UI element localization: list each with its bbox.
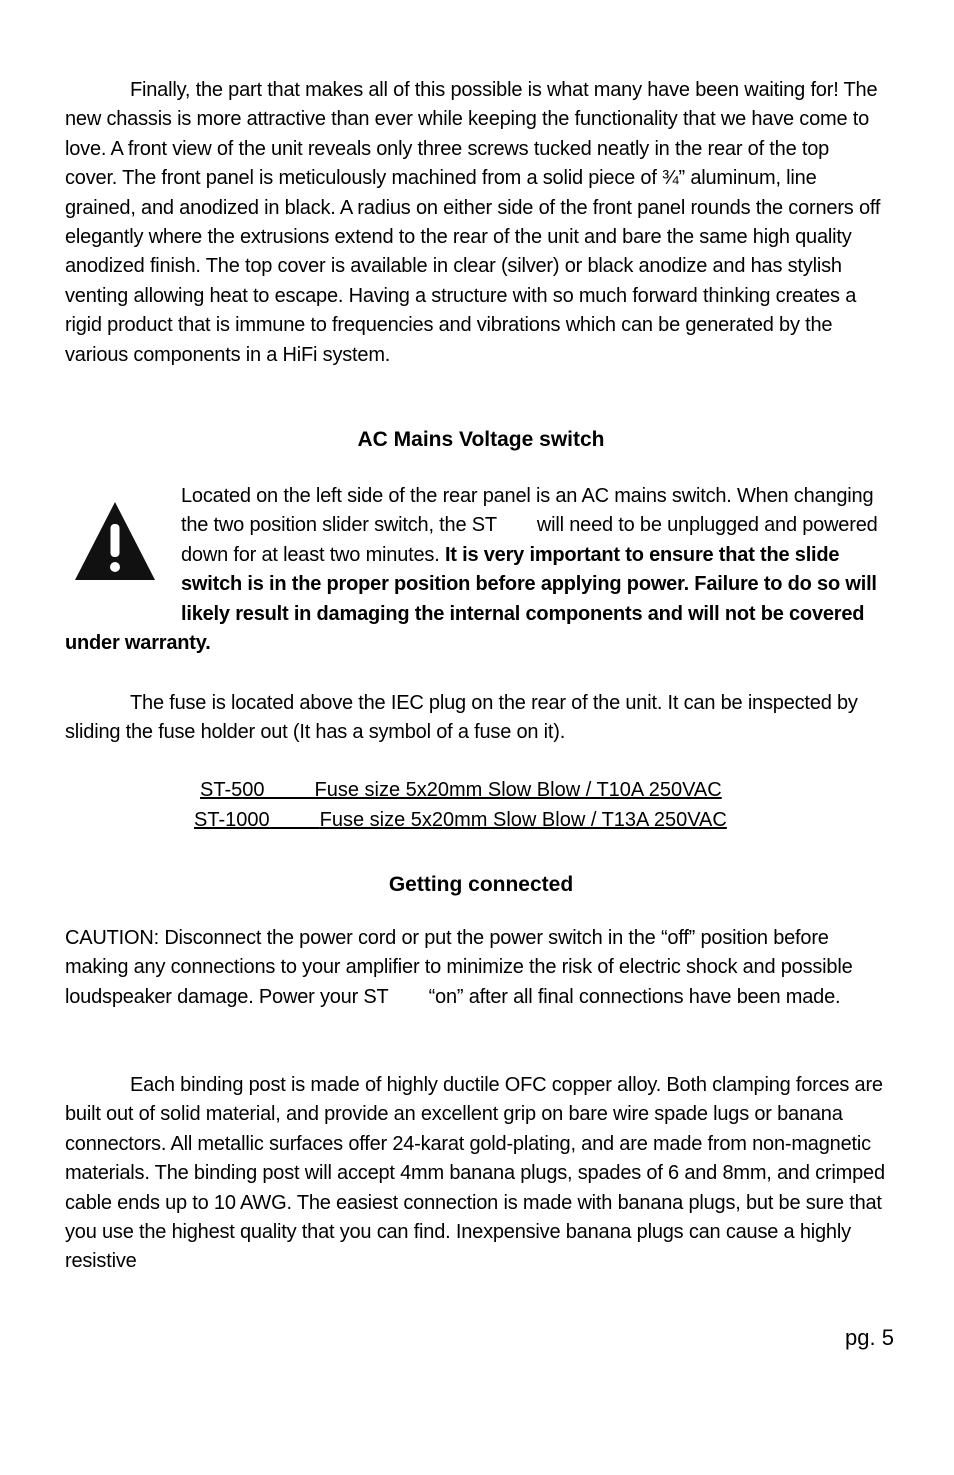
warning-triangle-icon — [65, 482, 181, 600]
caution-text-b: “on” after all final connections have been made. — [428, 985, 841, 1008]
section-heading-getting-connected: Getting connected — [388, 873, 574, 896]
warning-text-b: will need to be unplugged and powered down for at least two minutes. — [181, 514, 878, 566]
fuse-paragraph: The fuse is located above the IEC plug on the rear of the unit. It can be inspected by sliding the fuse holder out (It has a symbol of a fuse on it). — [65, 692, 858, 744]
fuse-row-st500 — [200, 776, 722, 805]
warning-text-a: Located on the left side of the rear panel is an AC mains switch. When changing the two position slider switch, the ST — [181, 485, 874, 537]
fuse-model: ST-500 — [200, 779, 265, 801]
binding-post-paragraph: Each binding post is made of highly ductile OFC copper alloy. Both clamping forces are built out of solid material, and provide an excellent grip on bare wire spade lugs or banana connectors. All metallic surfaces offer 24-karat gold-plating, and are made from non-magnetic materials. The binding post will accept 4mm banana plugs, spades of 6 and 8mm, and crimped cable ends up to 10 AWG. The easiest connection is made with banana plugs, but be sure that you use the highest quality that you can find. Inexpensive banana plugs can cause a highly resistive — [65, 1074, 885, 1273]
fuse-spec: Fuse size 5x20mm Slow Blow / T10A 250VAC — [314, 779, 722, 801]
section-heading-ac-mains: AC Mains Voltage switch — [357, 428, 605, 451]
warning-bold-text: It is very important to ensure that the slide switch is in the proper position before applying power. Failure to do so will likely result in damaging the internal components and will not be covered under warranty. — [65, 543, 877, 655]
fuse-model: ST-1000 — [194, 809, 270, 831]
fuse-spec: Fuse size 5x20mm Slow Blow / T13A 250VAC — [319, 809, 727, 831]
intro-paragraph: Finally, the part that makes all of this possible is what many have been waiting for! The new chassis is more attractive than ever while keeping the functionality that we have come to love. A front view of the unit reveals only three screws tucked neatly in the rear of the top cover. The front panel is meticulously machined from a solid piece of ¾” aluminum, line grained, and anodized in black. A radius on either side of the front panel rounds the corners off elegantly where the extrusions extend to the rear of the unit and bare the same high quality anodized finish. The top cover is available in clear (silver) or black anodize and has stylish venting allowing heat to escape. Having a structure with so much forward thinking creates a rigid product that is immune to frequencies and vibrations which can be generated by the various components in a HiFi system. — [65, 79, 881, 366]
warning-block — [65, 482, 885, 658]
caution-text-a: CAUTION: Disconnect the power cord or put the power switch in the “off” position before making any connections to your amplifier to minimize the risk of electric shock and possible loudspeaker damage. Power your ST — [65, 927, 853, 1008]
caution-paragraph — [65, 924, 885, 1012]
page-number: pg. 5 — [845, 1325, 894, 1350]
fuse-row-st1000 — [194, 806, 727, 835]
